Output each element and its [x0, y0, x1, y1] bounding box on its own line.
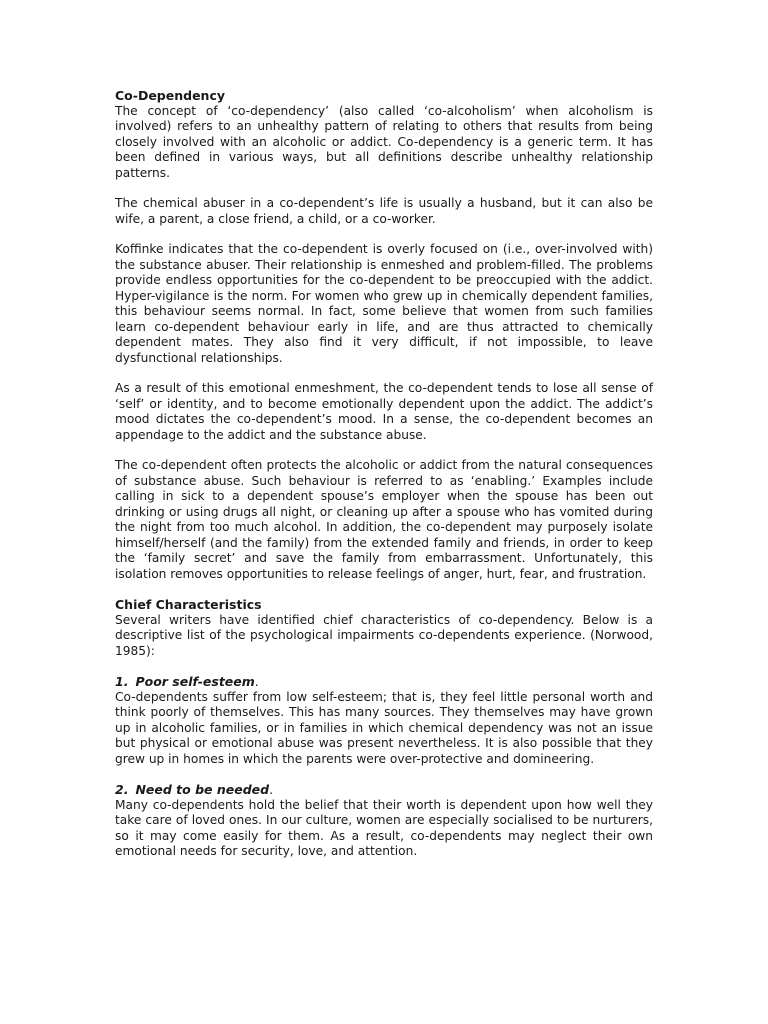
body-paragraph: The co-dependent often protects the alcoholic or addict from the natural consequences of substance abuse. Such behaviour is referred to as ‘enabling.’ Examples include calling in sick to a dependent spouse’s employer when the spouse has been out drinking or using drugs all night, or cleaning up after a spouse who has vomited during the night from too much alcohol. In addition, the co-dependent may purposely isolate himself/herself (and the family) from the extended family and friends, in order to keep the ‘family secret’ and save the family from embarrassment. Unfortunately, this isolation removes opportunities to release feelings of anger, hurt, fear, and frustration.: [115, 458, 653, 581]
list-item-heading: [115, 674, 653, 690]
list-item-title: Need to be needed: [135, 782, 270, 797]
list-item-body: Many co-dependents hold the belief that their worth is dependent upon how well they take care of loved ones. In our culture, women are especially socialised to be nurturers, so it may come easily for them. As a result, co-dependents may neglect their own emotional needs for security, love, and attention.: [115, 797, 653, 858]
list-item-body: Co-dependents suffer from low self-esteem; that is, they feel little personal worth and think poorly of themselves. This has many sources. They themselves may have grown up in alcoholic families, or in families in which chemical dependency was not an issue but physical or emotional abuse was present nevertheless. It is also possible that they grew up in homes in which the parents were over-protective and domineering.: [115, 689, 653, 766]
body-paragraph: The concept of ‘co-dependency’ (also called ‘co-alcoholism’ when alcoholism is involved) refers to an unhealthy pattern of relating to others that results from being closely involved with an alcoholic or addict. Co-dependency is a generic term. It has been defined in various ways, but all definitions describe unhealthy relationship patterns.: [115, 103, 653, 180]
list-item-heading: [115, 782, 653, 798]
body-paragraph: Koffinke indicates that the co-dependent is overly focused on (i.e., over-involved with) the substance abuser. Their relationship is enmeshed and problem-filled. The problems provide endless opportunities for the co-dependent to be preoccupied with the addict. Hyper-vigilance is the norm. For women who grew up in chemically dependent families, this behaviour seems normal. In fact, some believe that women from such families learn co-dependent behaviour early in life, and are thus attracted to chemically dependent mates. They also find it very difficult, if not impossible, to leave dysfunctional relationships.: [115, 242, 653, 365]
page-title: Co-Dependency: [115, 88, 226, 103]
list-item-number: 1.: [115, 674, 129, 689]
list-item-trailing: .: [269, 782, 274, 797]
body-paragraph: As a result of this emotional enmeshment, the co-dependent tends to lose all sense of ‘self’ or identity, and to become emotionally dependent upon the addict. The addict’s mood dictates the co-dependent’s mood. In a sense, the co-dependent becomes an appendage to the addict and the substance abuse.: [115, 381, 653, 442]
list-item-trailing: .: [254, 674, 259, 689]
list-item-title: Poor self-esteem: [135, 674, 255, 689]
section-heading: Chief Characteristics: [115, 597, 262, 612]
body-paragraph: The chemical abuser in a co-dependent’s life is usually a husband, but it can also be wife, a parent, a close friend, a child, or a co-worker.: [115, 196, 653, 226]
document-page: [115, 88, 653, 875]
section-intro: Several writers have identified chief characteristics of co-dependency. Below is a descriptive list of the psychological impairments co-dependents experience. (Norwood, 1985):: [115, 612, 653, 658]
list-item-number: 2.: [115, 782, 129, 797]
